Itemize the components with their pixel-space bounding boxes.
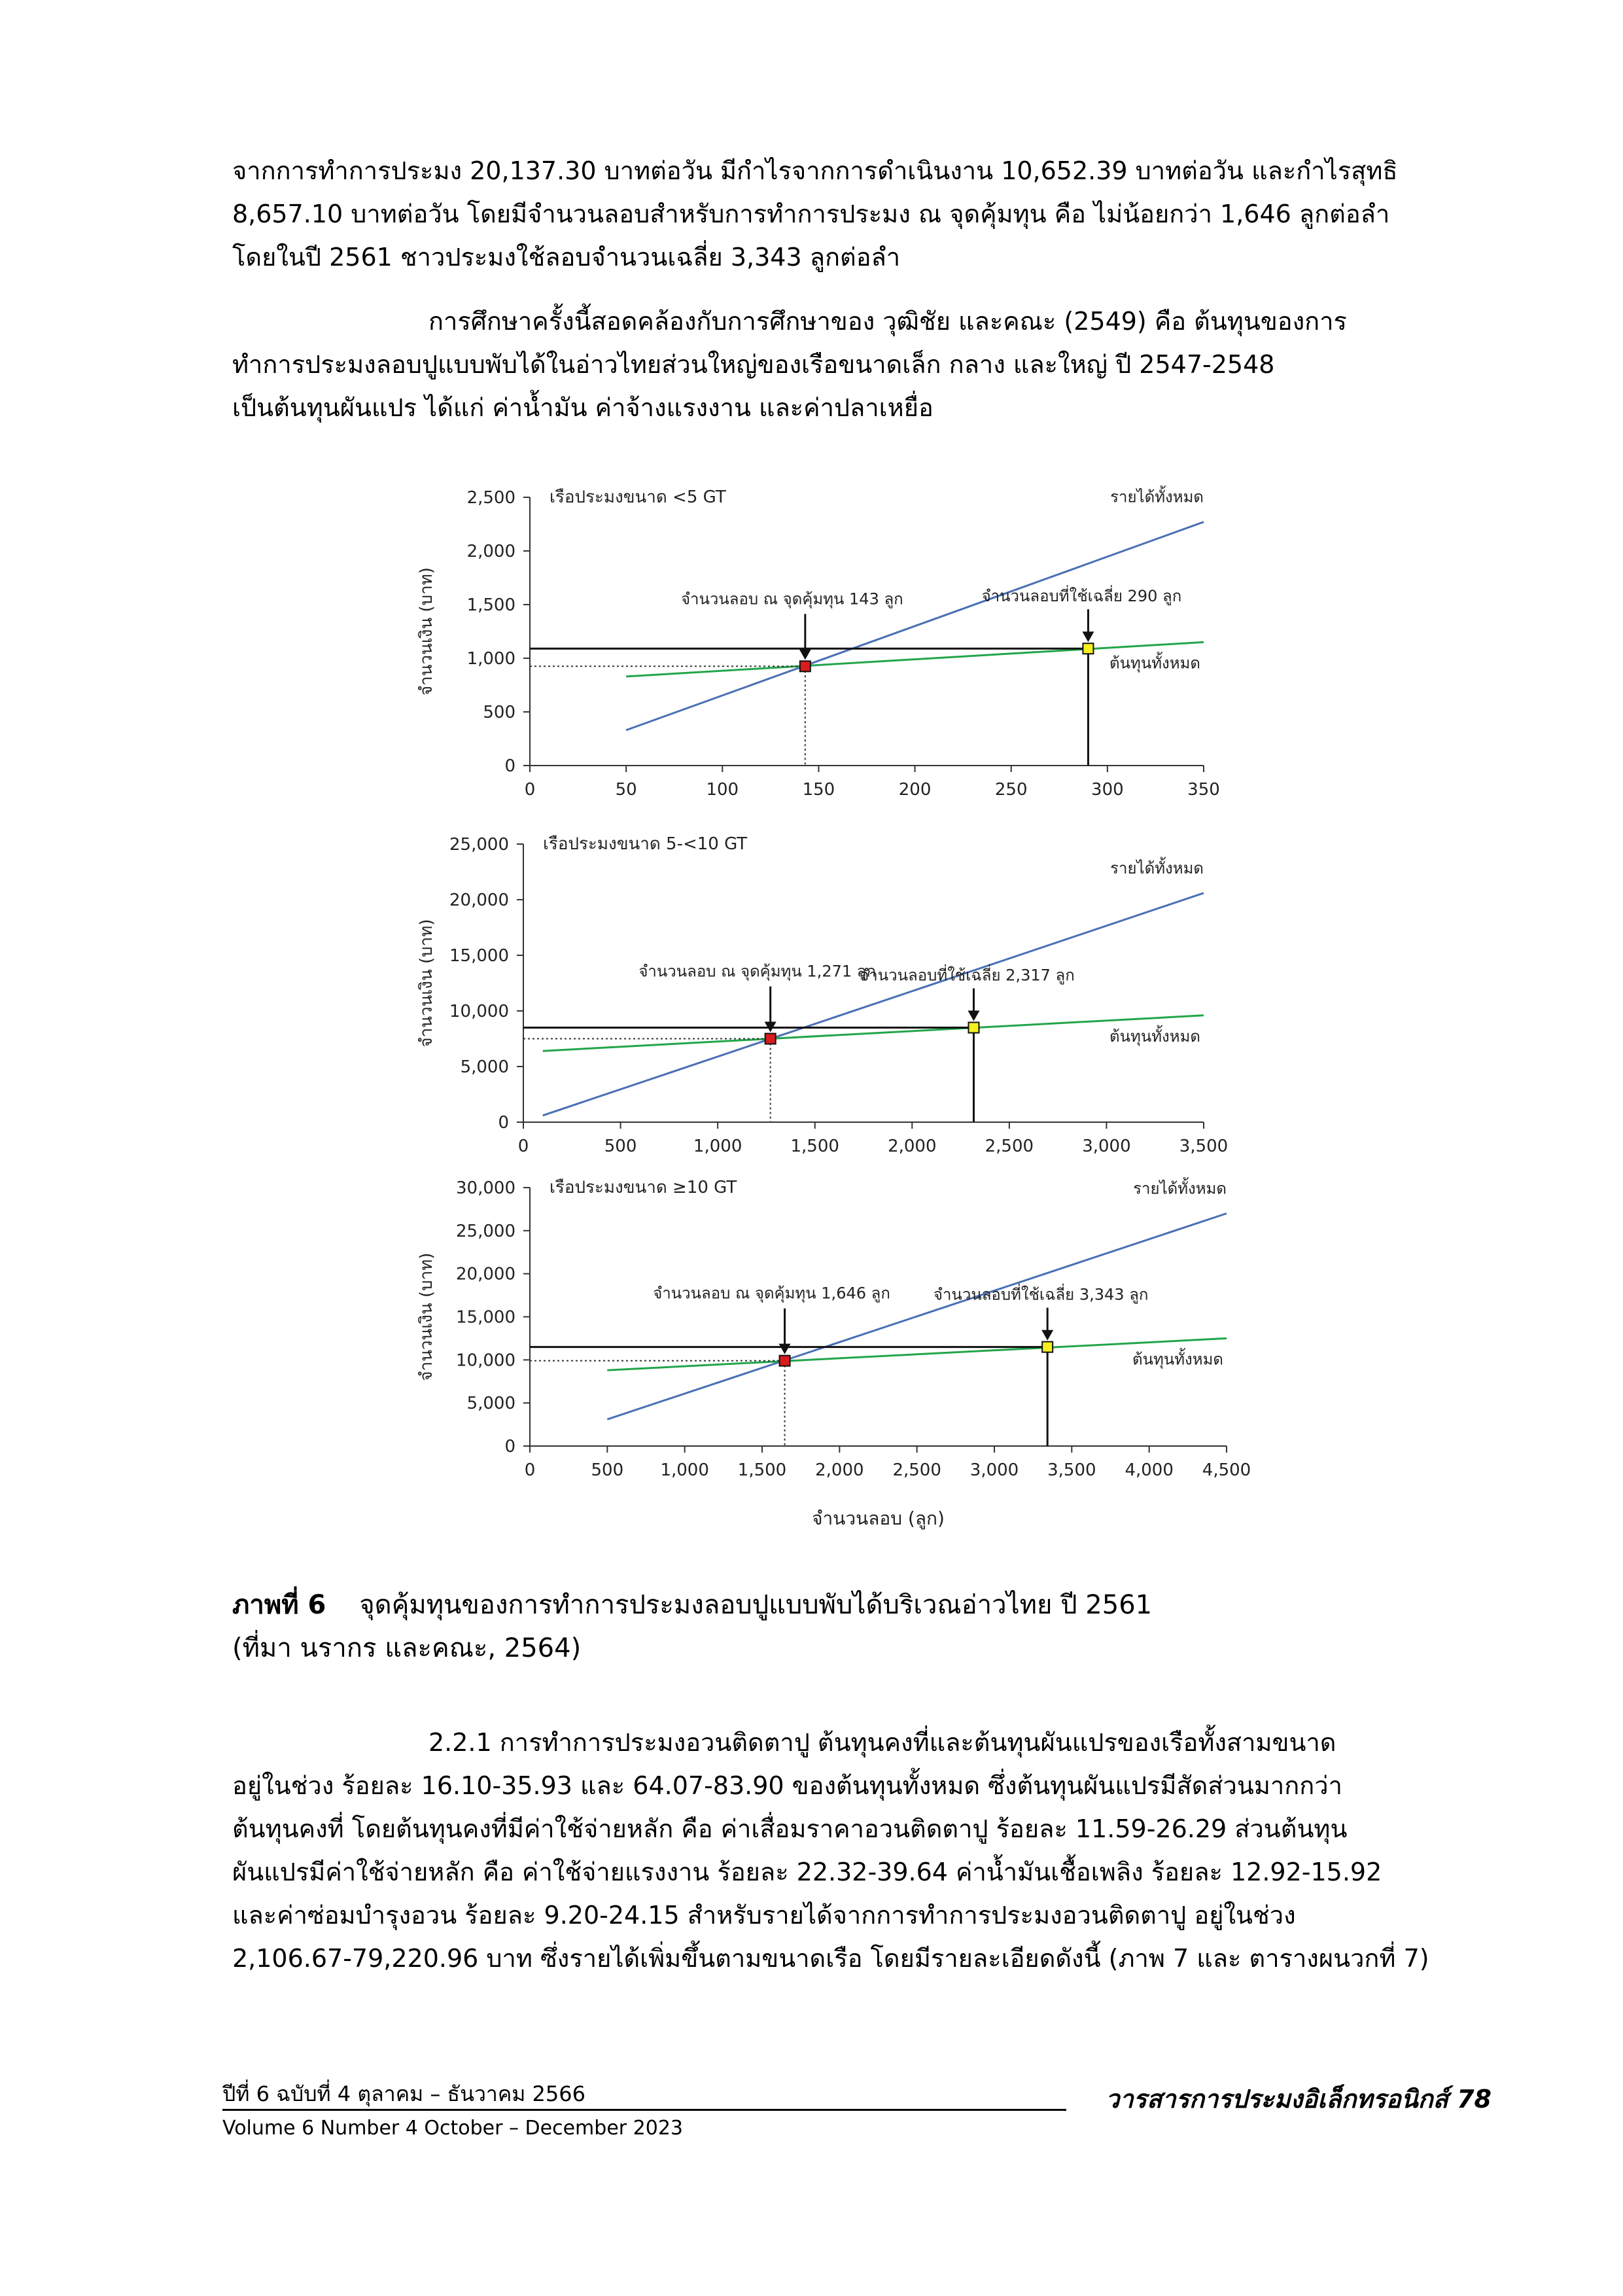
cost-legend-label: ต้นทุนทั้งหมด — [1132, 1350, 1223, 1369]
text-line: และค่าซ่อมบำรุงอวน ร้อยละ 9.20-24.15 สำหรับรายได้จากการทำการประมงอวนติดตาปู อยู่ในช่วง — [232, 1901, 1296, 1930]
average-point-marker — [1042, 1342, 1053, 1352]
caption-text: จุดคุ้มทุนของการทำการประมงลอบปูแบบพับได้บริเวณอ่าวไทย ปี 2561 — [359, 1590, 1153, 1620]
text-line: จากการทำการประมง 20,137.30 บาทต่อวัน มีกำไรจากการดำเนินงาน 10,652.39 บาทต่อวัน และกำไรสุทธิ — [232, 156, 1398, 185]
text-line: อยู่ในช่วง ร้อยละ 16.10-35.93 และ 64.07-83.90 ของต้นทุนทั้งหมด ซึ่งต้นทุนผันแปรมีสัดส่วนมากกว่า — [232, 1771, 1342, 1800]
text-line: 2,106.67-79,220.96 บาท ซึ่งรายได้เพิ่มขึ้นตามขนาดเรือ โดยมีรายละเอียดดังนี้ (ภาพ 7 และ ตารางผนวกที่ 7) — [232, 1944, 1429, 1973]
paragraph-3 — [232, 1721, 1462, 1980]
y-tick-label: 1,500 — [466, 595, 515, 615]
y-tick-label: 15,000 — [456, 1307, 515, 1328]
breakeven-figure — [393, 471, 1256, 1570]
caption-label: ภาพที่ 6 — [232, 1590, 326, 1620]
average-label: จำนวนลอบที่ใช้เฉลี่ย 3,343 ลูก — [933, 1285, 1149, 1304]
x-tick-label: 50 — [615, 780, 637, 800]
chart-title: เรือประมงขนาด ≥10 GT — [550, 1178, 737, 1197]
y-tick-label: 5,000 — [460, 1057, 509, 1077]
average-label: จำนวนลอบที่ใช้เฉลี่ย 290 ลูก — [981, 587, 1182, 606]
x-tick-label: 500 — [604, 1137, 637, 1156]
x-tick-label: 3,500 — [1047, 1460, 1096, 1480]
revenue-legend-label: รายได้ทั้งหมด — [1110, 858, 1204, 877]
text-line: ทำการประมงลอบปูแบบพับได้ในอ่าวไทยส่วนใหญ่ของเรือขนาดเล็ก กลาง และใหญ่ ปี 2547-2548 — [232, 350, 1275, 379]
revenue-series-line — [543, 893, 1204, 1116]
average-label: จำนวนลอบที่ใช้เฉลี่ย 2,317 ลูก — [860, 966, 1075, 985]
x-tick-label: 3,000 — [969, 1460, 1019, 1480]
y-tick-label: 10,000 — [449, 1002, 509, 1021]
y-tick-label: 500 — [483, 703, 515, 722]
average-arrow-head — [1041, 1330, 1053, 1341]
breakeven-label: จำนวนลอบ ณ จุดคุ้มทุน 1,646 ลูก — [653, 1284, 890, 1303]
chart-title: เรือประมงขนาด 5-<10 GT — [543, 834, 748, 854]
y-tick-label: 0 — [504, 756, 515, 776]
caption-source: (ที่มา นรากร และคณะ, 2564) — [232, 1633, 582, 1663]
average-point-marker — [968, 1023, 979, 1033]
y-tick-label: 0 — [504, 1437, 515, 1457]
x-tick-label: 4,000 — [1125, 1460, 1174, 1480]
y-tick-label: 2,500 — [466, 488, 515, 508]
x-tick-label: 1,500 — [737, 1460, 787, 1480]
page-footer — [222, 2077, 1492, 2156]
text-line: การศึกษาครั้งนี้สอดคล้องกับการศึกษาของ วุฒิชัย และคณะ (2549) คือ ต้นทุนของการ — [428, 307, 1347, 336]
x-tick-label: 0 — [517, 1137, 529, 1156]
x-tick-label: 1,000 — [660, 1460, 709, 1480]
revenue-legend-label: รายได้ทั้งหมด — [1133, 1179, 1227, 1198]
cost-series-line — [543, 1016, 1204, 1051]
figure-caption — [232, 1583, 1152, 1670]
text-line: ผันแปรมีค่าใช้จ่ายหลัก คือ ค่าใช้จ่ายแรงงาน ร้อยละ 22.32-39.64 ค่าน้ำมันเชื้อเพลิง ร้อยละ 12.92-15.92 — [232, 1858, 1382, 1886]
average-arrow-head — [1082, 631, 1094, 642]
x-tick-label: 2,500 — [985, 1137, 1034, 1156]
breakeven-arrow-head — [799, 649, 811, 660]
breakeven-label: จำนวนลอบ ณ จุดคุ้มทุน 1,271 ลูก — [638, 962, 877, 981]
footer-issue-en: Volume 6 Number 4 October – December 2023 — [222, 2117, 683, 2140]
x-tick-label: 2,500 — [892, 1460, 941, 1480]
text-line: ต้นทุนคงที่ โดยต้นทุนคงที่มีค่าใช้จ่ายหลัก คือ ค่าเสื่อมราคาอวนติดตาปู ร้อยละ 11.59-26.29 ส่วนต้นทุน — [232, 1814, 1348, 1843]
x-tick-label: 200 — [898, 780, 932, 800]
y-axis-label: จำนวนเงิน (บาท) — [417, 919, 436, 1048]
x-tick-label: 0 — [524, 1460, 536, 1480]
text-line: 8,657.10 บาทต่อวัน โดยมีจำนวนลอบสำหรับการทำการประมง ณ จุดคุ้มทุน คือ ไม่น้อยกว่า 1,646 ลูกต่อลำ — [232, 200, 1390, 228]
y-tick-label: 1,000 — [466, 649, 515, 669]
breakeven-point-marker — [800, 661, 811, 671]
x-tick-label: 3,500 — [1179, 1137, 1229, 1156]
y-axis-label: จำนวนเงิน (บาท) — [417, 1252, 436, 1381]
y-tick-label: 15,000 — [449, 946, 509, 966]
y-axis-label: จำนวนเงิน (บาท) — [417, 567, 436, 696]
revenue-legend-label: รายได้ทั้งหมด — [1110, 487, 1204, 506]
x-tick-label: 350 — [1187, 780, 1220, 800]
breakeven-point-marker — [765, 1034, 776, 1044]
breakeven-arrow-head — [779, 1344, 791, 1354]
chart-title: เรือประมงขนาด <5 GT — [550, 487, 726, 507]
x-tick-label: 4,500 — [1202, 1460, 1251, 1480]
y-tick-label: 2,000 — [466, 542, 515, 561]
revenue-series-line — [626, 522, 1204, 730]
x-tick-label: 100 — [706, 780, 739, 800]
x-tick-label: 250 — [994, 780, 1028, 800]
x-tick-label: 3,000 — [1082, 1137, 1131, 1156]
x-tick-label: 1,000 — [693, 1137, 742, 1156]
average-point-marker — [1083, 643, 1093, 654]
x-tick-label: 500 — [591, 1460, 624, 1480]
y-tick-label: 20,000 — [449, 891, 509, 910]
average-arrow-head — [968, 1011, 979, 1021]
footer-journal-page: วารสารการประมงอิเล็กทรอนิกส์ 78 — [1105, 2085, 1492, 2113]
text-line: เป็นต้นทุนผันแปร ได้แก่ ค่าน้ำมัน ค่าจ้างแรงงาน และค่าปลาเหยื่อ — [232, 393, 934, 422]
x-tick-label: 0 — [524, 780, 536, 800]
y-tick-label: 5,000 — [466, 1394, 515, 1414]
cost-legend-label: ต้นทุนทั้งหมด — [1109, 1027, 1200, 1046]
x-tick-label: 2,000 — [815, 1460, 864, 1480]
paragraph-2 — [232, 300, 1462, 429]
x-axis-label: จำนวนลอบ (ลูก) — [812, 1508, 945, 1529]
footer-issue-th: ปีที่ 6 ฉบับที่ 4 ตุลาคม – ธันวาคม 2566 — [222, 2081, 585, 2106]
text-line: โดยในปี 2561 ชาวประมงใช้ลอบจำนวนเฉลี่ย 3,343 ลูกต่อลำ — [232, 243, 901, 272]
breakeven-label: จำนวนลอบ ณ จุดคุ้มทุน 143 ลูก — [680, 590, 903, 609]
x-tick-label: 2,000 — [888, 1137, 937, 1156]
breakeven-charts-svg — [393, 471, 1256, 1570]
footer-rule — [222, 2109, 1066, 2111]
revenue-series-line — [607, 1214, 1227, 1420]
y-tick-label: 0 — [498, 1113, 509, 1133]
y-tick-label: 10,000 — [456, 1351, 515, 1371]
paragraph-1 — [232, 149, 1462, 279]
y-tick-label: 25,000 — [449, 835, 509, 855]
x-tick-label: 1,500 — [790, 1137, 839, 1156]
y-tick-label: 30,000 — [456, 1178, 515, 1198]
breakeven-point-marker — [780, 1356, 790, 1366]
x-tick-label: 150 — [802, 780, 835, 800]
y-tick-label: 25,000 — [456, 1221, 515, 1241]
text-line: 2.2.1 การทำการประมงอวนติดตาปู ต้นทุนคงที่และต้นทุนผันแปรของเรือทั้งสามขนาด — [428, 1728, 1336, 1757]
cost-legend-label: ต้นทุนทั้งหมด — [1109, 654, 1200, 673]
x-tick-label: 300 — [1091, 780, 1124, 800]
y-tick-label: 20,000 — [456, 1264, 515, 1284]
